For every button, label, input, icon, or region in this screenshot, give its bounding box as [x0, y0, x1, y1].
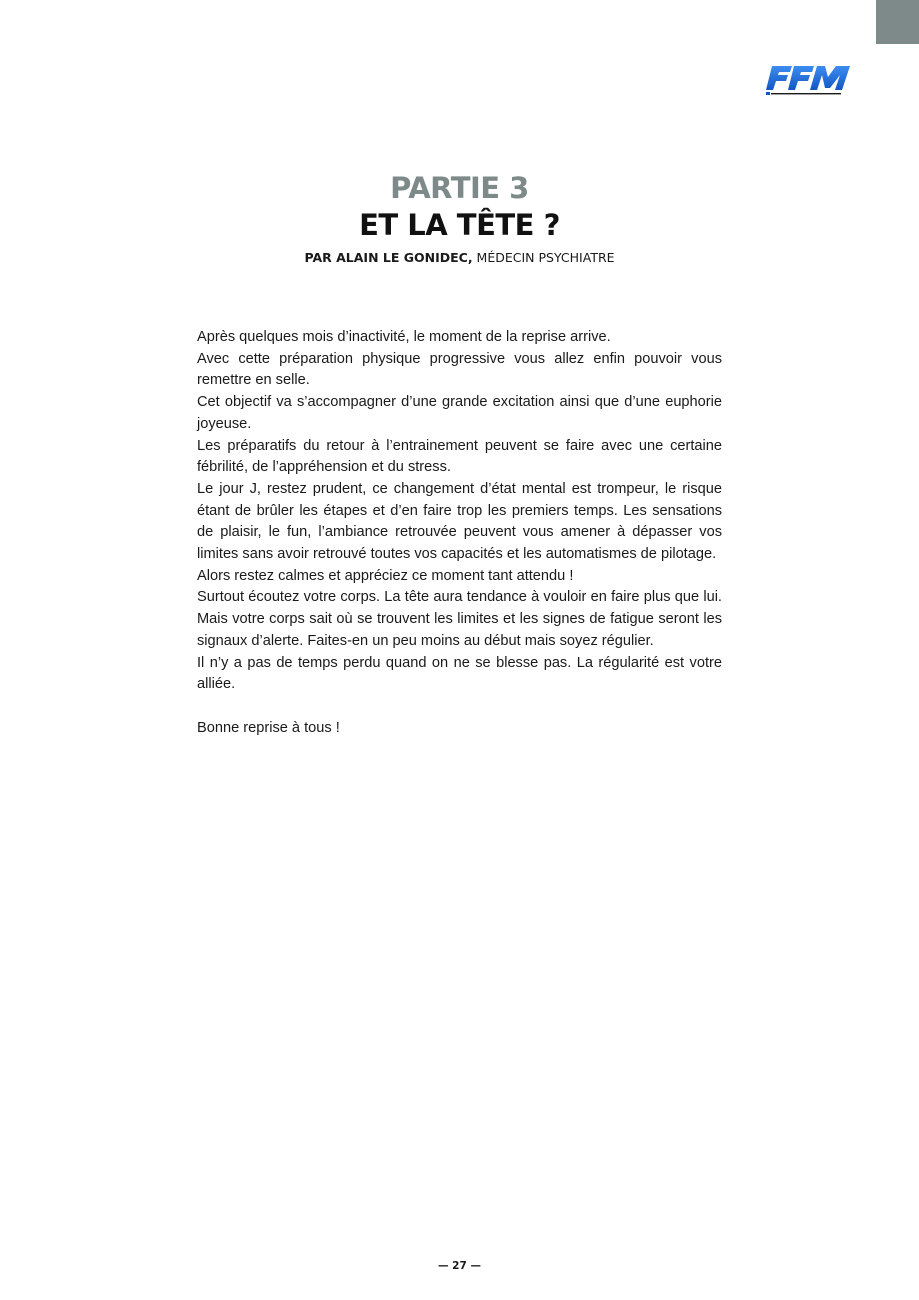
paragraph: Cet objectif va s’accompagner d’une grande excitation ainsi que d’une euphorie joyeuse.	[197, 394, 722, 432]
paragraph: Après quelques mois d’inactivité, le moment de la reprise arrive.	[197, 329, 611, 345]
byline-author: PAR ALAIN LE GONIDEC,	[304, 250, 473, 265]
paragraph: Surtout écoutez votre corps. La tête aura tendance à vouloir en faire plus que lui. Mais votre corps sait où se trouvent les limites et les signes de fatigue seront les signaux d’alerte. Faites-en un peu moins au début mais soyez régulier.	[197, 589, 722, 649]
paragraph: Les préparatifs du retour à l’entrainement peuvent se faire avec une certaine fébrilité, de l’appréhension et du stress.	[197, 437, 722, 476]
page-title: ET LA TÊTE ?	[359, 208, 560, 242]
part-label: PARTIE 3	[390, 171, 529, 205]
article-body	[197, 327, 722, 739]
paragraph: Avec cette préparation physique progressive vous allez enfin pouvoir vous remettre en selle.	[197, 350, 722, 389]
corner-tab	[876, 0, 919, 44]
byline-role: MÉDECIN PSYCHIATRE	[472, 250, 615, 265]
page-number: — 27 —	[438, 1260, 481, 1272]
paragraph: Le jour J, restez prudent, ce changement d’état mental est trompeur, le risque étant de brûler les étapes et d’en faire trop les premiers temps. Les sensations de plaisir, le fun, l’ambiance retrouvée peuvent vous amener à dépasser vos limites sans avoir retrouvé toutes vos capacités et les automatismes de pilotage.	[197, 480, 722, 563]
paragraph: Il n’y a pas de temps perdu quand on ne se blesse pas. La régularité est votre alliée.	[197, 654, 722, 693]
ffm-logo-icon	[764, 62, 856, 98]
heading	[0, 170, 919, 266]
byline	[0, 250, 919, 266]
closing-line: Bonne reprise à tous !	[197, 719, 340, 736]
paragraph: Alors restez calmes et appréciez ce moment tant attendu !	[197, 567, 574, 584]
